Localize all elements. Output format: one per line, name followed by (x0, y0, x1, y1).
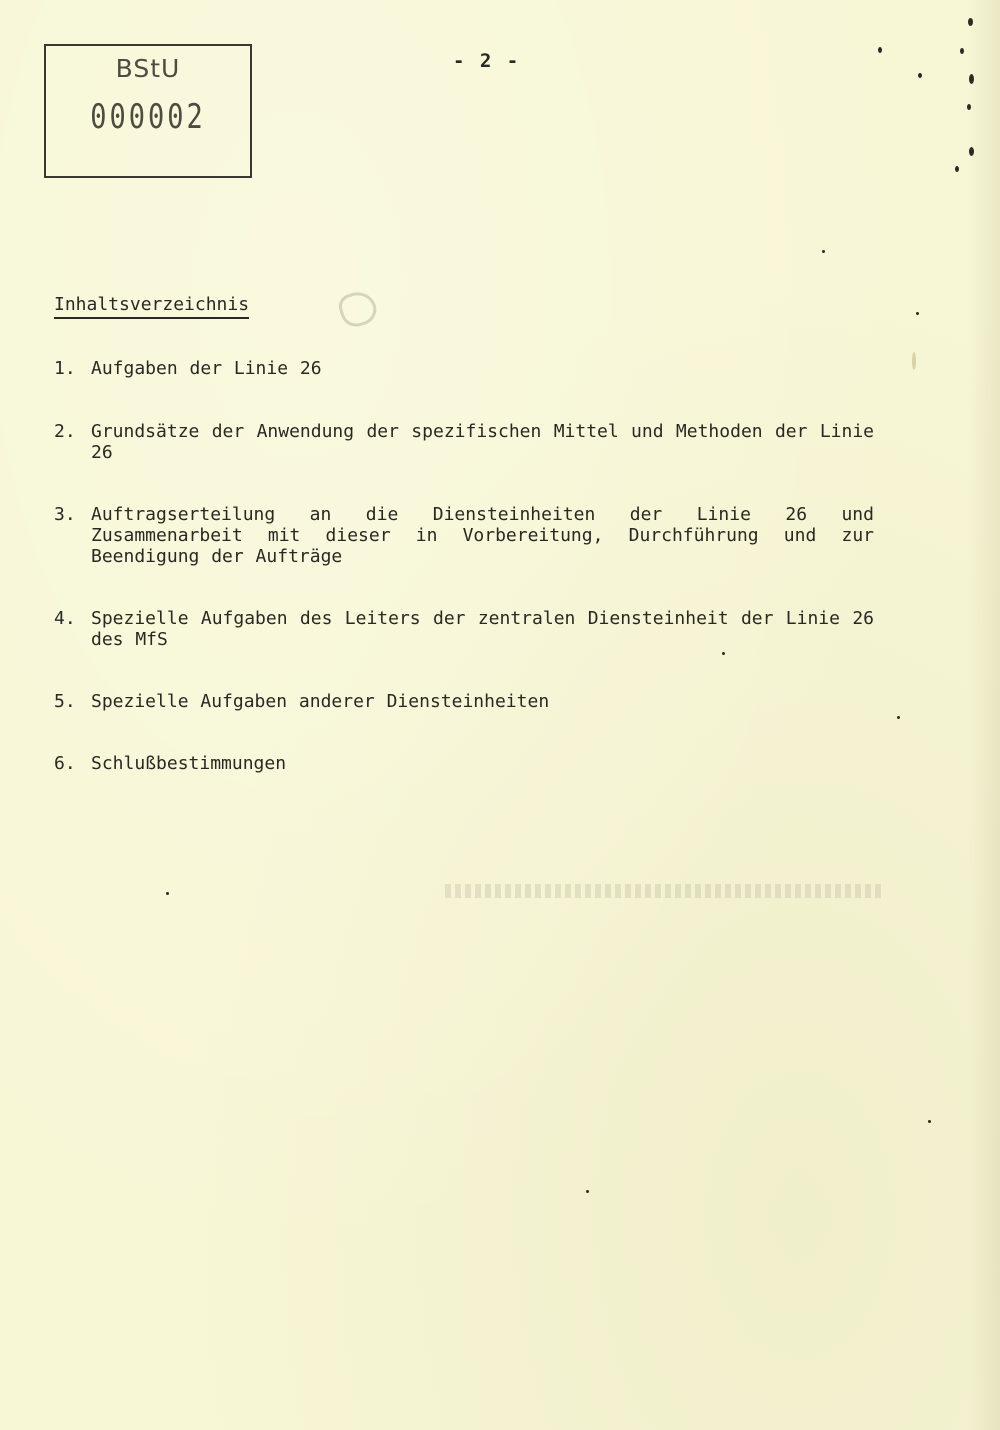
ink-speck (916, 312, 919, 315)
toc-item-number: 5. (54, 691, 76, 712)
toc-item (54, 608, 874, 650)
paper-mark (912, 352, 916, 370)
toc-item (54, 753, 874, 774)
ink-speck (722, 652, 725, 655)
ink-speck (822, 250, 825, 253)
ink-speck (955, 166, 959, 172)
toc-item-text: Spezielle Aufgaben des Leiters der zentralen Diensteinheit der Linie 26 des MfS (91, 608, 874, 650)
ink-speck (969, 147, 974, 156)
page-number: - 2 - (453, 50, 521, 72)
ink-speck (928, 1120, 931, 1123)
stamp-archive-name: BStU (115, 54, 181, 83)
ink-speck (960, 48, 964, 54)
toc-item-text: Auftragserteilung an die Diensteinheiten der Linie 26 und Zusammenarbeit mit dieser in Vorbereitung, Durchführung und zur Beendigung der Aufträge (91, 504, 874, 567)
ink-speck (969, 74, 974, 84)
toc-item-text: Schlußbestimmungen (91, 753, 287, 774)
faint-ink-mark (336, 287, 381, 330)
toc-item (54, 691, 874, 712)
toc-item-text: Grundsätze der Anwendung der spezifischen Mittel und Methoden der Linie 26 (91, 421, 874, 463)
toc-item (54, 421, 874, 463)
ink-speck (878, 47, 882, 53)
toc-title: Inhaltsverzeichnis (54, 294, 249, 319)
ink-speck (918, 73, 922, 78)
ink-speck (968, 18, 973, 26)
ink-speck (586, 1190, 589, 1193)
toc-item-text: Aufgaben der Linie 26 (91, 358, 322, 379)
ink-speck (166, 892, 169, 895)
toc-item-number: 1. (54, 358, 76, 379)
toc-item (54, 358, 874, 379)
toc-item-number: 2. (54, 421, 76, 442)
toc-item-number: 4. (54, 608, 76, 629)
toc-item (54, 504, 874, 567)
toc-item-text: Spezielle Aufgaben anderer Diensteinheiten (91, 691, 550, 712)
faint-bleed-through-text (445, 884, 885, 898)
ink-speck (897, 716, 900, 719)
toc-item-number: 3. (54, 504, 76, 525)
stamp-archive-number: 000002 (90, 98, 206, 137)
archive-stamp (44, 44, 252, 178)
ink-speck (967, 104, 971, 110)
page-edge-shadow (968, 0, 1000, 1430)
toc-item-number: 6. (54, 753, 76, 774)
